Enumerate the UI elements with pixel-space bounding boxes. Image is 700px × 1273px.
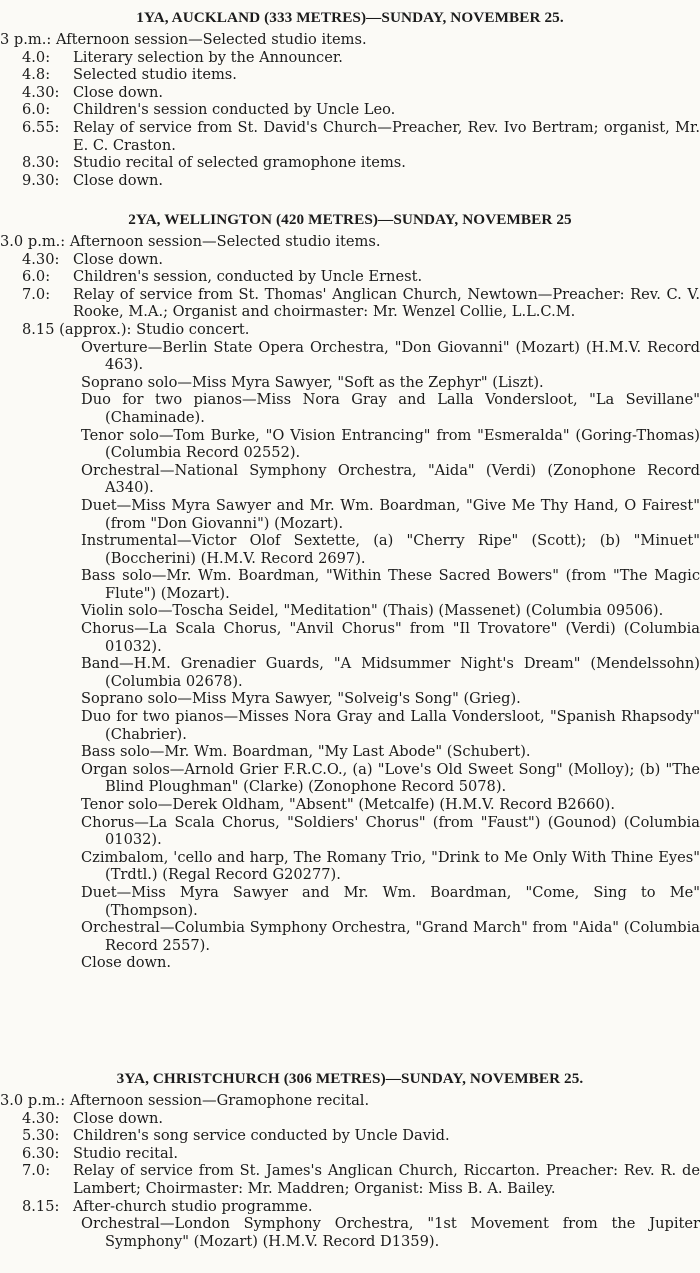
station-2ya [0,211,700,972]
entry-time: 6.0: [22,101,51,119]
entry-text: Close down. [73,171,164,189]
programme-item: Duet—Miss Myra Sawyer and Mr. Wm. Boardman, "Come, Sing to Me" (Thompson). [81,883,700,919]
entry-time: 4.30: [22,1109,60,1127]
entry-time: 8.15 (approx.): [22,320,132,338]
programme-item: Band—H.M. Grenadier Guards, "A Midsummer Night's Dream" (Mendelssohn) (Columbia 02678). [81,655,700,690]
close-down-line: Close down. [81,954,172,972]
entry-time: 8.30: [22,154,60,172]
entry-text: Relay of service from St. James's Anglican Church, Riccarton. Preacher: Rev. R. de Lambert; Choirmaster: Mr. Maddren; Organist: Miss B. A. Bailey. [73,1162,700,1197]
entry-text: Close down. [73,250,164,268]
schedule-entry [0,286,700,321]
schedule-entry [0,49,700,67]
programme-item: Orchestral—National Symphony Orchestra, "Aida" (Verdi) (Zonophone Record A340). [81,461,700,497]
programme-item: Duet—Miss Myra Sawyer and Mr. Wm. Boardman, "Give Me Thy Hand, O Fairest" (from "Don Giovanni") (Mozart). [81,496,700,532]
entry-text: Studio concert. [136,320,250,338]
entry-text: Close down. [73,83,164,101]
programme-item: Duo for two pianos—Miss Nora Gray and Lalla Vondersloot, "La Sevillane" (Chaminade). [81,391,700,426]
schedule-entry [0,1092,700,1110]
schedule-entry [0,66,700,84]
entry-time: 4.0: [22,48,51,66]
schedule-entry [0,1127,700,1145]
entry-time: 4.30: [22,83,60,101]
entry-text: Relay of service from St. Thomas' Anglican Church, Newtown—Preacher: Rev. C. V. Rooke, M.A.; Organist and choirmaster: Mr. Wenzel Collie, L.L.C.M. [73,285,700,321]
entry-time: 5.30: [22,1127,60,1145]
schedule-entry [0,31,700,49]
programme-item: Orchestral—London Symphony Orchestra, "1st Movement from the Jupiter Symphony" (Mozart) (H.M.V. Record D1359). [81,1215,700,1250]
station-heading: 1YA, AUCKLAND (333 METRES)—SUNDAY, NOVEMBER 25. [136,9,564,26]
schedule-entry [0,1145,700,1163]
programme-item: Chorus—La Scala Chorus, "Anvil Chorus" from "Il Trovatore" (Verdi) (Columbia 01032). [81,620,700,655]
entry-text: After-church studio programme. [73,1197,313,1215]
entry-time: 6.30: [22,1144,60,1162]
programme-item: Soprano solo—Miss Myra Sawyer, "Soft as the Zephyr" (Liszt). [81,373,544,391]
entry-time: 4.30: [22,250,60,268]
entry-text: Studio recital of selected gramophone items. [73,154,406,172]
station-1ya [0,9,700,189]
entry-time: 7.0: [22,285,51,303]
station-heading: 2YA, WELLINGTON (420 METRES)—SUNDAY, NOVEMBER 25 [128,211,572,228]
programme-item: Organ solos—Arnold Grier F.R.C.O., (a) "Love's Old Sweet Song" (Molloy); (b) "The Blind Ploughman" (Clarke) (Zonophone Record 5078). [81,760,700,796]
schedule-entry [0,251,700,269]
programme-item: Violin solo—Toscha Seidel, "Meditation" (Thais) (Massenet) (Columbia 09506). [81,602,664,620]
entry-time: 6.55: [22,118,60,136]
programme-item: Duo for two pianos—Misses Nora Gray and Lalla Vondersloot, "Spanish Rhapsody" (Chabrier). [81,708,700,743]
schedule-entry [0,1162,700,1197]
entry-time: 3.0 p.m.: [0,233,66,250]
entry-text: Afternoon session—Gramophone recital. [69,1092,370,1109]
schedule-entry [0,172,700,190]
entry-time: 8.15: [22,1197,60,1215]
schedule-entry [0,321,700,339]
entry-text: Literary selection by the Announcer. [73,48,343,66]
programme-item: Bass solo—Mr. Wm. Boardman, "Within These Sacred Bowers" (from "The Magic Flute") (Mozart). [81,567,700,602]
station-3ya [0,1070,700,1250]
programme-item: Bass solo—Mr. Wm. Boardman, "My Last Abode" (Schubert). [81,743,531,761]
programme-item: Orchestral—Columbia Symphony Orchestra, "Grand March" from "Aida" (Columbia Record 2557). [81,919,700,954]
programme-item: Soprano solo—Miss Myra Sawyer, "Solveig's Song" (Grieg). [81,690,521,708]
programme-item: Tenor solo—Tom Burke, "O Vision Entrancing" from "Esmeralda" (Goring-Thomas) (Columbia Record 02552). [81,426,700,462]
programme-item: Chorus—La Scala Chorus, "Soldiers' Chorus" (from "Faust") (Gounod) (Columbia 01032). [81,813,700,849]
entry-text: Children's session conducted by Uncle Leo. [73,101,396,119]
entry-text: Children's session, conducted by Uncle Ernest. [73,268,423,286]
programme-item: Overture—Berlin State Opera Orchestra, "Don Giovanni" (Mozart) (H.M.V. Record 463). [81,338,700,374]
schedule-entry [0,1198,700,1216]
schedule-entry [0,84,700,102]
schedule-entry [0,154,700,172]
entry-time: 9.30: [22,171,60,189]
entry-text: Afternoon session—Selected studio items. [69,233,381,250]
entry-text: Afternoon session—Selected studio items. [55,31,367,48]
entry-time: 4.8: [22,66,51,84]
programme-item: Instrumental—Victor Olof Sextette, (a) "Cherry Ripe" (Scott); (b) "Minuet" (Boccherini) (H.M.V. Record 2697). [81,532,700,567]
schedule-entry [0,1110,700,1128]
entry-time: 6.0: [22,268,51,286]
entry-text: Children's song service conducted by Uncle David. [73,1127,450,1145]
entry-text: Selected studio items. [73,66,237,84]
programme-item: Czimbalom, 'cello and harp, The Romany Trio, "Drink to Me Only With Thine Eyes" (Trdtl.) (Regal Record G20277). [81,848,700,884]
entry-time: 3 p.m.: [0,31,52,48]
entry-text: Relay of service from St. David's Church—Preacher, Rev. Ivo Bertram; organist, Mr. E. C. Craston. [73,118,700,154]
schedule-entry [0,101,700,119]
schedule-entry [0,119,700,154]
schedule-entry [0,233,700,251]
station-heading: 3YA, CHRISTCHURCH (306 METRES)—SUNDAY, NOVEMBER 25. [116,1070,584,1087]
programme-item: Tenor solo—Derek Oldham, "Absent" (Metcalfe) (H.M.V. Record B2660). [81,796,616,813]
entry-text: Close down. [73,1109,164,1127]
entry-text: Studio recital. [73,1144,179,1162]
entry-time: 3.0 p.m.: [0,1092,66,1109]
entry-time: 7.0: [22,1162,51,1180]
schedule-entry [0,268,700,286]
